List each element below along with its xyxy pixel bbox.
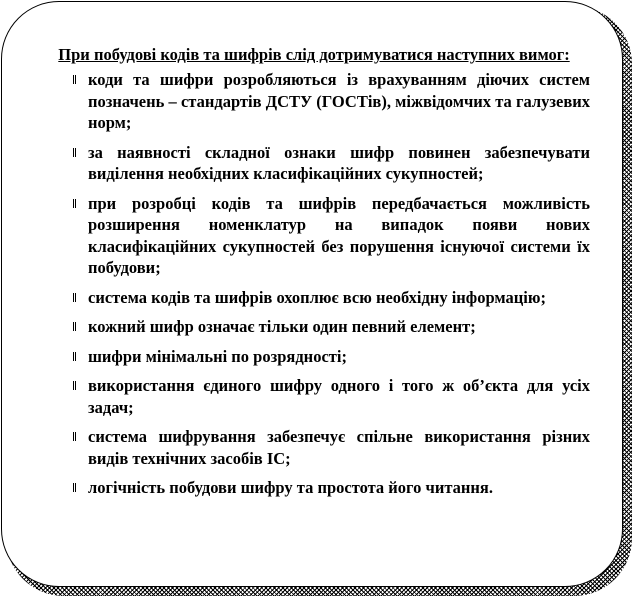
list-item-text: система шифрування забезпечує спільне використання різних видів технічних засобів ІС;: [88, 427, 590, 468]
bullet-icon: [73, 432, 76, 441]
list-item: [38, 477, 590, 499]
bullet-icon: [73, 148, 76, 157]
list-item-text: коди та шифри розробляються із врахуванням діючих систем позначень – стандартів ДСТУ (ГОСТів), міжвідомчих та галузевих норм;: [88, 70, 590, 132]
card-heading: При побудові кодів та шифрів слід дотримуватися наступних вимог:: [58, 45, 570, 64]
bullet-icon: [73, 483, 76, 492]
list-item: [38, 287, 590, 309]
list-item-text: система кодів та шифрів охоплює всю необхідну інформацію;: [88, 287, 546, 307]
bullet-icon: [73, 352, 76, 361]
list-item-text: при розробці кодів та шифрів передбачається можливість розширення номенклатур на випадок появи нових класифікаційних сукупностей без порушення існуючої системи їх побудови;: [88, 193, 590, 277]
list-item-text: шифри мінімальні по розрядності;: [88, 346, 347, 366]
list-item: [38, 69, 590, 134]
list-item-text: кожний шифр означає тільки один певний елемент;: [88, 317, 476, 336]
list-item: [38, 142, 590, 185]
card-content: [38, 44, 590, 507]
list-item: [38, 316, 590, 338]
bullet-icon: [73, 75, 76, 84]
list-item: [38, 375, 590, 418]
bullet-icon: [73, 381, 76, 390]
bullet-icon: [73, 293, 76, 302]
list-item: [38, 426, 590, 469]
list-item-text: логічність побудови шифру та простота його читання.: [88, 478, 493, 497]
list-item: [38, 193, 590, 279]
bullet-icon: [73, 322, 76, 331]
list-item: [38, 346, 590, 368]
list-item-text: використання єдиного шифру одного і того ж об’єкта для усіх задач;: [88, 376, 590, 417]
bullet-icon: [73, 199, 76, 208]
requirements-list: [38, 69, 590, 499]
list-item-text: за наявності складної ознаки шифр повинен забезпечувати виділення необхідних класифікаційних сукупностей;: [88, 142, 590, 183]
